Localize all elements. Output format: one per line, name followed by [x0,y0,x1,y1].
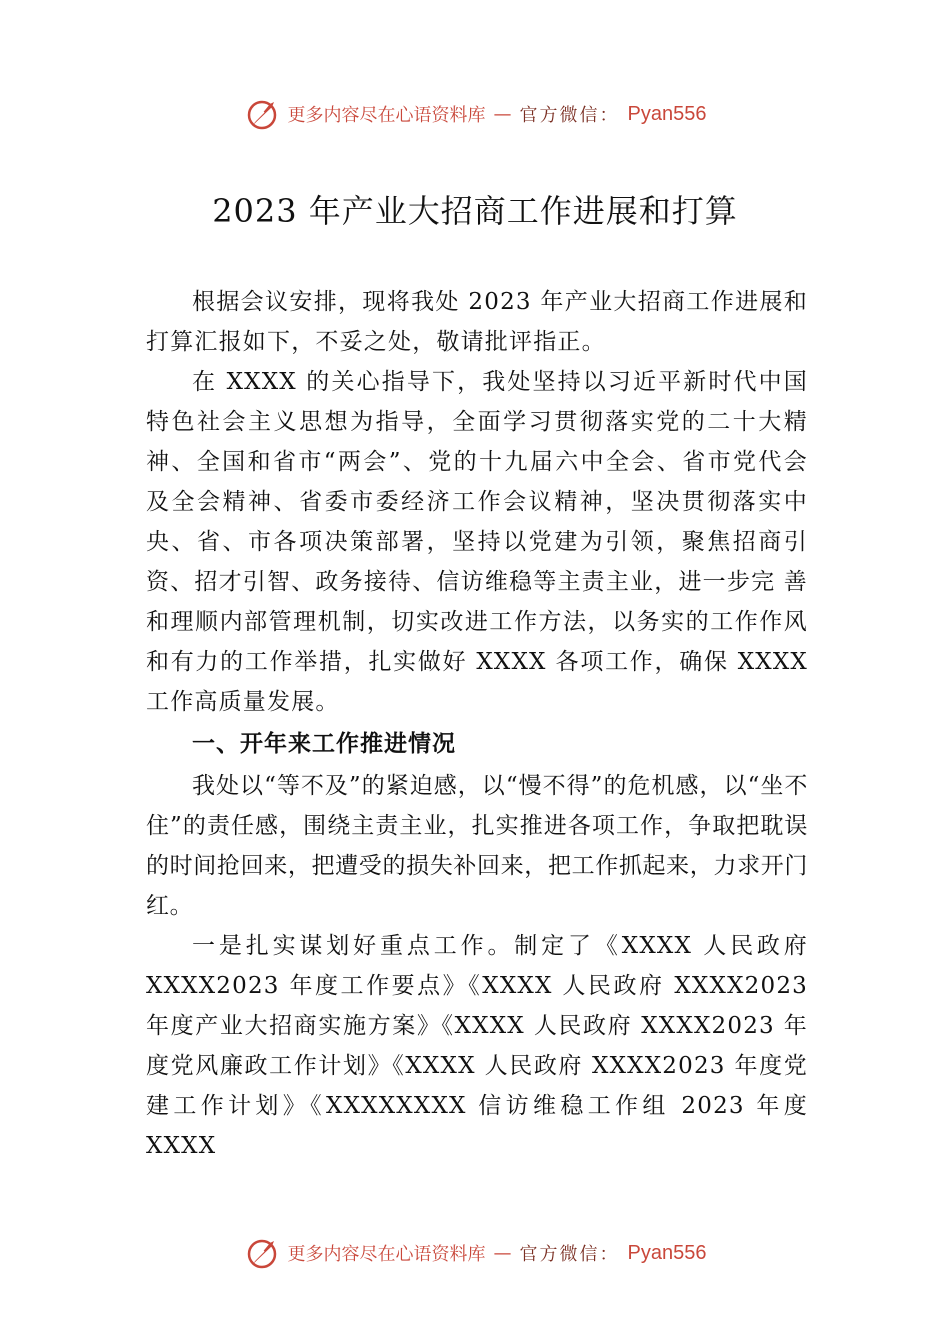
document-title: 2023 年产业大招商工作进展和打算 [212,192,738,230]
guidance-paragraph: 在 XXXX 的关心指导下，我处坚持以习近平新时代中国特色社会主义思想为指导，全面学习贯彻落实党的二十大精神、全国和省市“两会”、党的十九届六中全会、省市党代会 及全会精神、省委市委经济工作会议精神，坚决贯彻落实中央、省、市各项决策部署，坚持以党建为引领，聚焦招商引资、招才引智、政务接待、信访维稳等主责主业，进一步完 善和理顺内部管理机制，切实改进工作方法，以务实的工作作风和有力的工作举措，扎实做好 XXXX 各项工作，确保 XXXX 工作高质量发展。 [146,369,808,715]
section-paragraph: 我处以“等不及”的紧迫感，以“慢不得”的危机感，以“坐不住”的责任感，围绕主责主业，扎实推进各项工作，争取把耽误的时间抢回来，把遭受的损失补回来，把工作抓起来，力求开门红。 [146,773,808,919]
watermark-label: 官方微信： [519,1244,620,1265]
intro-paragraph: 根据会议安排，现将我处 2023 年产业大招商工作进展和打算汇报如下，不妥之处，敬请批评指正。 [146,289,808,355]
section-paragraph: 一是扎实谋划好重点工作。制定了《XXXX 人民政府 XXXX2023 年度工作要点》《XXXX 人民政府 XXXX2023 年度产业大招商实施方案》《XXXX 人民政府 XXXX2023 年度党风廉政工作计划》《XXXX 人民政府 XXXX2023 年度党建工作计划》《XXXXXXXX 信访维稳工作组 2023 年度 XXXX [146,933,808,1159]
watermark-separator: — [493,1242,512,1264]
watermark-id: Pyan556 [627,102,707,125]
watermark-id: Pyan556 [627,1241,707,1264]
quill-seal-icon [244,96,280,132]
watermark-brand: 更多内容尽在心语资料库 [287,105,486,126]
watermark-separator: — [493,103,512,125]
watermark-footer [0,1233,950,1273]
quill-seal-icon [244,1235,280,1271]
section-heading: 一、开年来工作推进情况 [192,731,456,757]
watermark-header [0,94,950,134]
document-body [146,282,808,1166]
watermark-brand: 更多内容尽在心语资料库 [287,1244,486,1265]
watermark-label: 官方微信： [519,105,620,126]
